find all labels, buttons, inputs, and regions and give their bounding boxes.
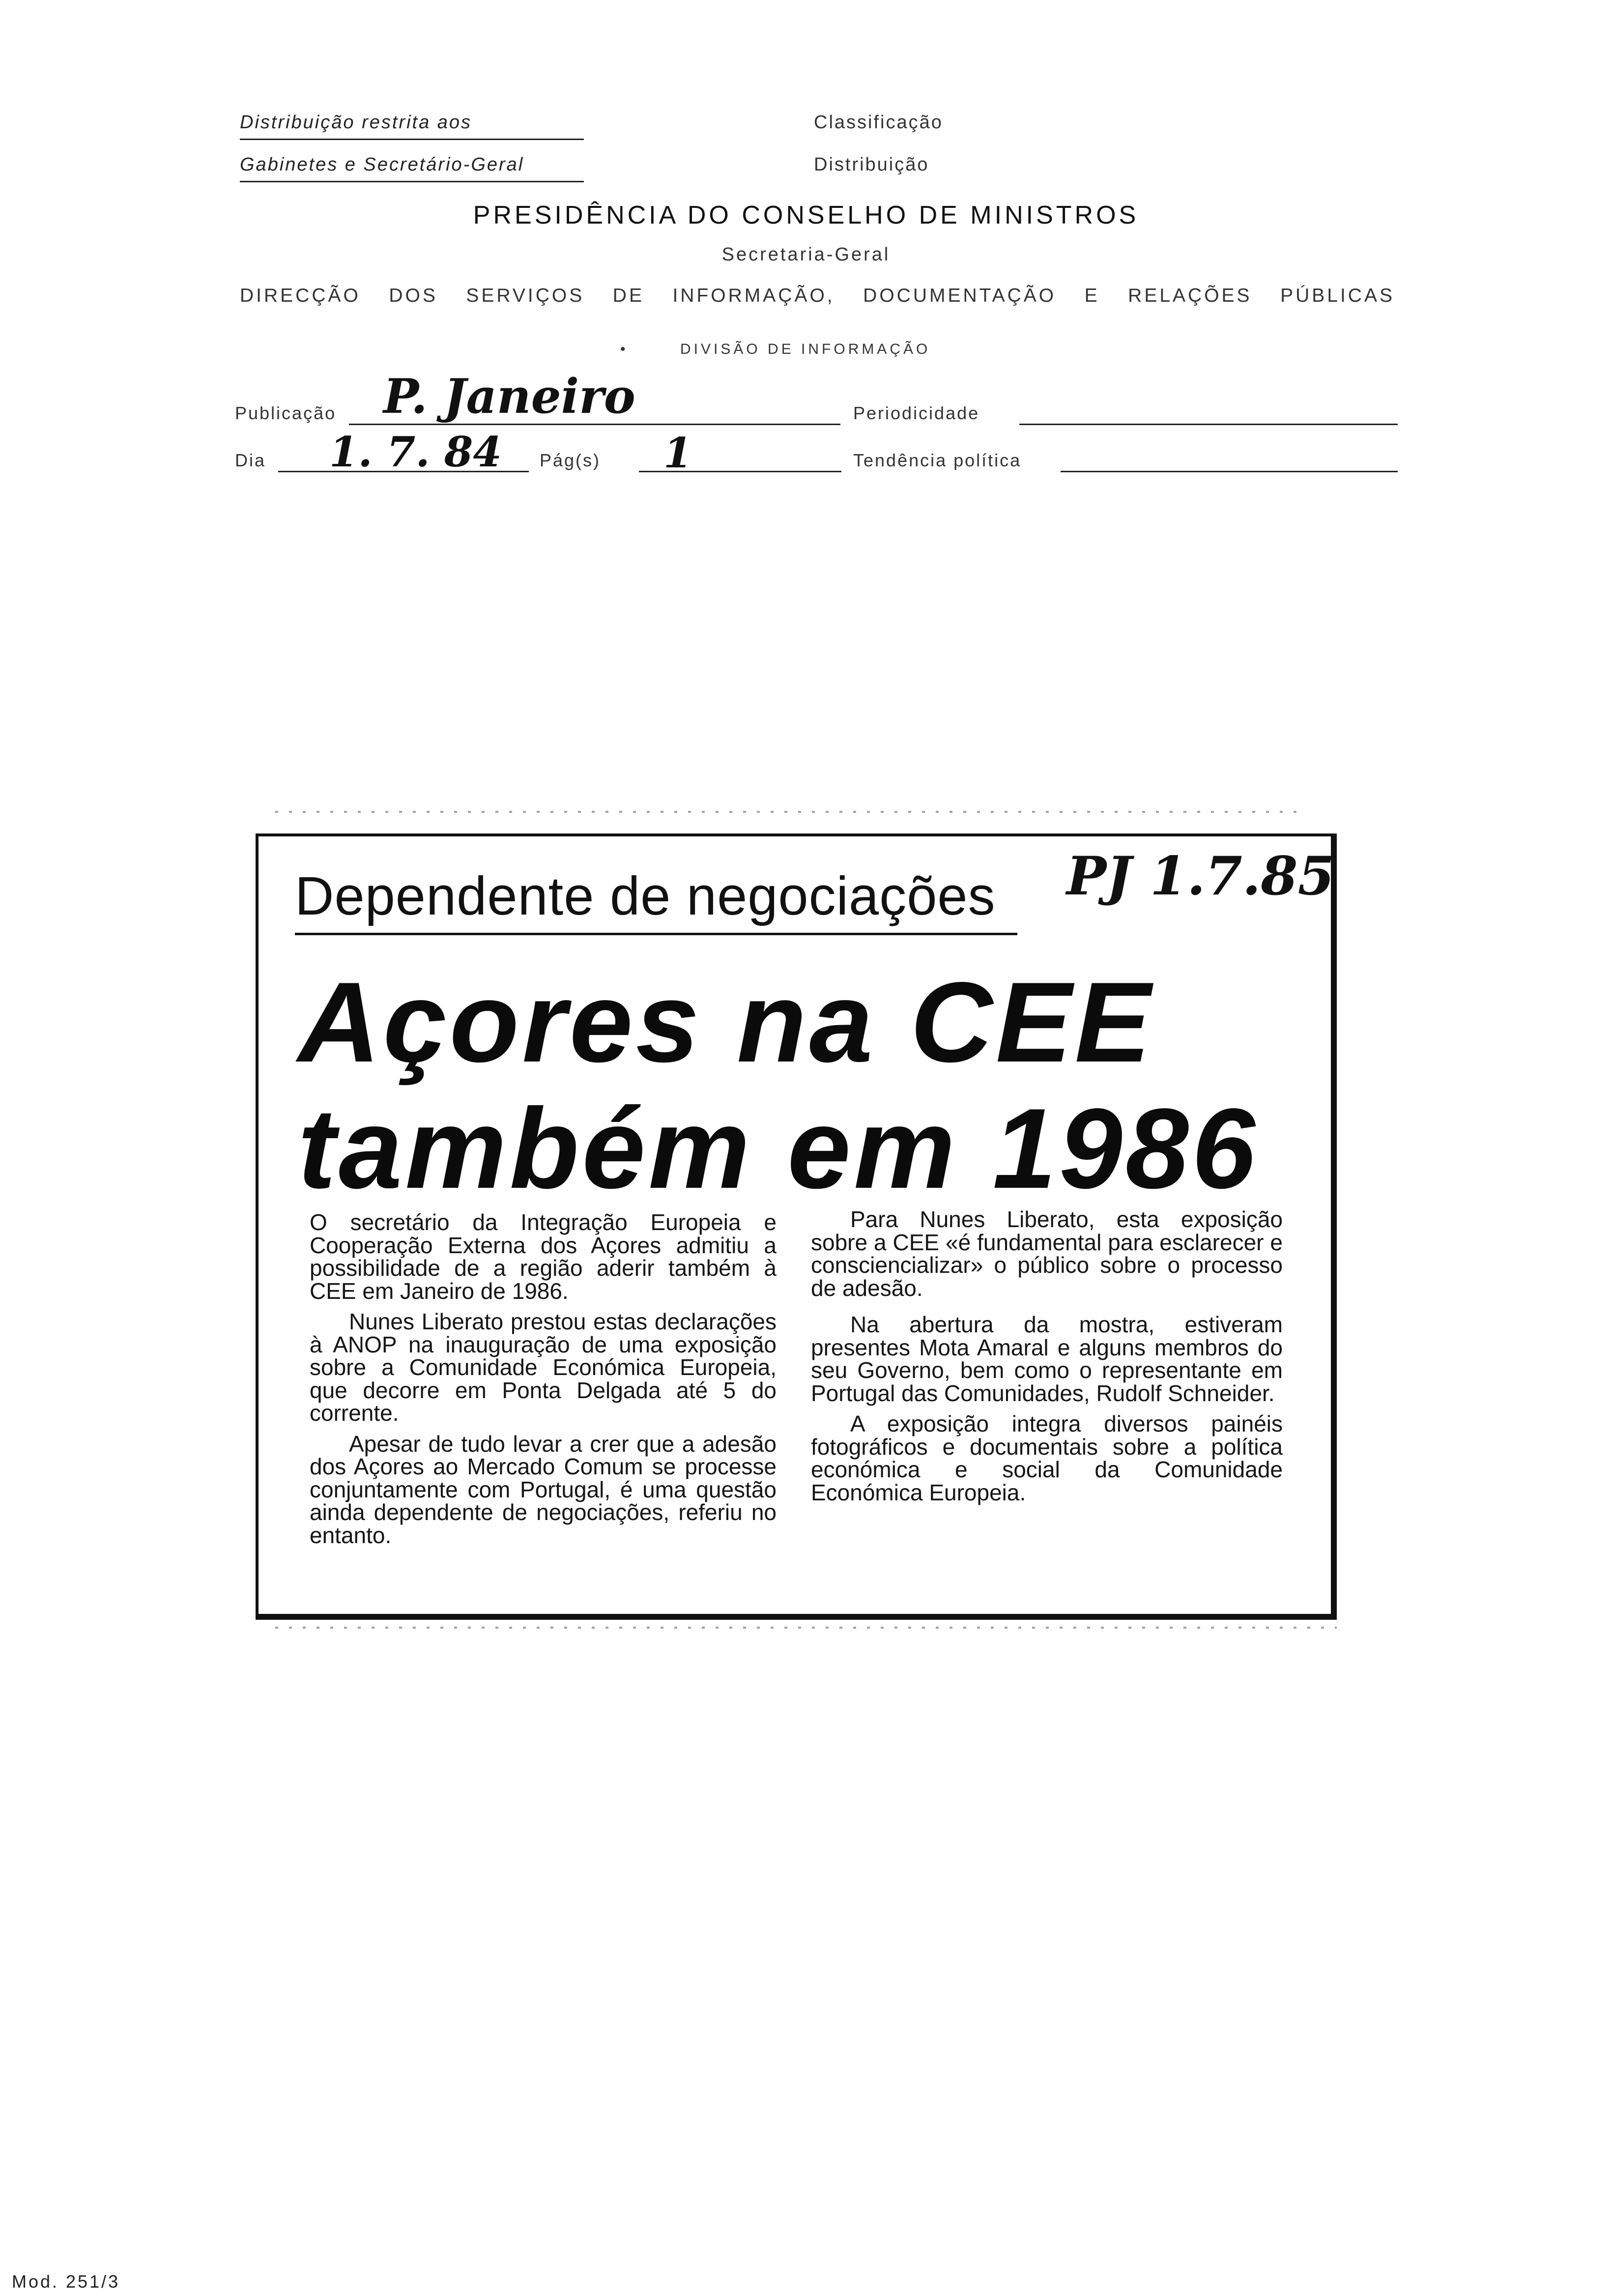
article-paragraph: O secretário da Integração Europeia e Cooperação Externa dos Açores admitiu a possibilidade de a região aderir também à CEE em Janeiro de 1986. <box>310 1209 777 1304</box>
periodicity-line <box>1019 424 1398 425</box>
pages-value: 1 <box>663 429 692 477</box>
division-line: DIVISÃO DE INFORMAÇÃO <box>680 341 931 357</box>
article-paragraph: Nunes Liberato prestou estas declarações à ANOP na inauguração de uma exposição sobre a Comunidade Económica Europeia, que decorre em Ponta Delgada até 5 do corrente. <box>310 1309 777 1426</box>
kicker-underline <box>295 933 1017 935</box>
form-code: Mod. 251/3 <box>12 2271 120 2292</box>
distribution-label: Distribuição <box>814 154 929 175</box>
publication-label: Publicação <box>235 403 337 423</box>
directorate-line: DIRECÇÃO DOS SERVIÇOS DE INFORMAÇÃO, DOCUMENTAÇÃO E RELAÇÕES PÚBLICAS <box>240 285 1395 306</box>
restricted-underline-1 <box>240 139 584 140</box>
handwritten-annotation: PJ 1.7.85 <box>1066 845 1335 907</box>
article-paragraph: Para Nunes Liberato, esta exposição sobre a CEE «é fundamental para esclarecer e consciencializar» o público sobre o processo de adesão. <box>811 1206 1283 1301</box>
secretariat-subtitle: Secretaria-Geral <box>721 244 891 265</box>
article-paragraph: A exposição integra diversos painéis fotográficos e documentais sobre a política económica e social da Comunidade Económica Europeia. <box>811 1411 1283 1505</box>
political-trend-label: Tendência política <box>853 450 1022 470</box>
institution-title: PRESIDÊNCIA DO CONSELHO DE MINISTROS <box>473 201 1139 230</box>
classification-label: Classificação <box>814 112 943 133</box>
restricted-distribution-line2: Gabinetes e Secretário-Geral <box>240 154 524 175</box>
pages-label: Pág(s) <box>540 450 601 470</box>
periodicity-label: Periodicidade <box>853 403 980 423</box>
headline-line-1: Açores na CEE <box>298 959 1154 1086</box>
article-paragraph: Na abertura da mostra, estiveram presentes Mota Amaral e alguns membros do seu Governo, bem como o representante em Portugal das Comunidades, Rudolf Schneider. <box>811 1312 1283 1406</box>
day-value: 1. 7. 84 <box>329 428 502 476</box>
restricted-underline-2 <box>240 181 584 182</box>
publication-value: P. Janeiro <box>383 369 635 424</box>
article-column-right <box>811 1208 1283 1512</box>
scan-noise-bottom <box>275 1627 1337 1629</box>
bullet-mark: • <box>620 341 626 357</box>
restricted-distribution-line1: Distribuição restrita aos <box>240 112 472 133</box>
day-label: Dia <box>235 450 266 470</box>
article-column-left <box>310 1211 777 1554</box>
headline-line-2: também em 1986 <box>298 1085 1258 1212</box>
scan-noise-top <box>275 811 1307 813</box>
political-trend-line <box>1061 471 1398 472</box>
article-paragraph: Apesar de tudo levar a crer que a adesão dos Açores ao Mercado Comum se processe conjuntamente com Portugal, é uma questão ainda dependente de negociações, referiu no entanto. <box>310 1431 777 1548</box>
clipping-kicker: Dependente de negociações <box>295 866 996 926</box>
